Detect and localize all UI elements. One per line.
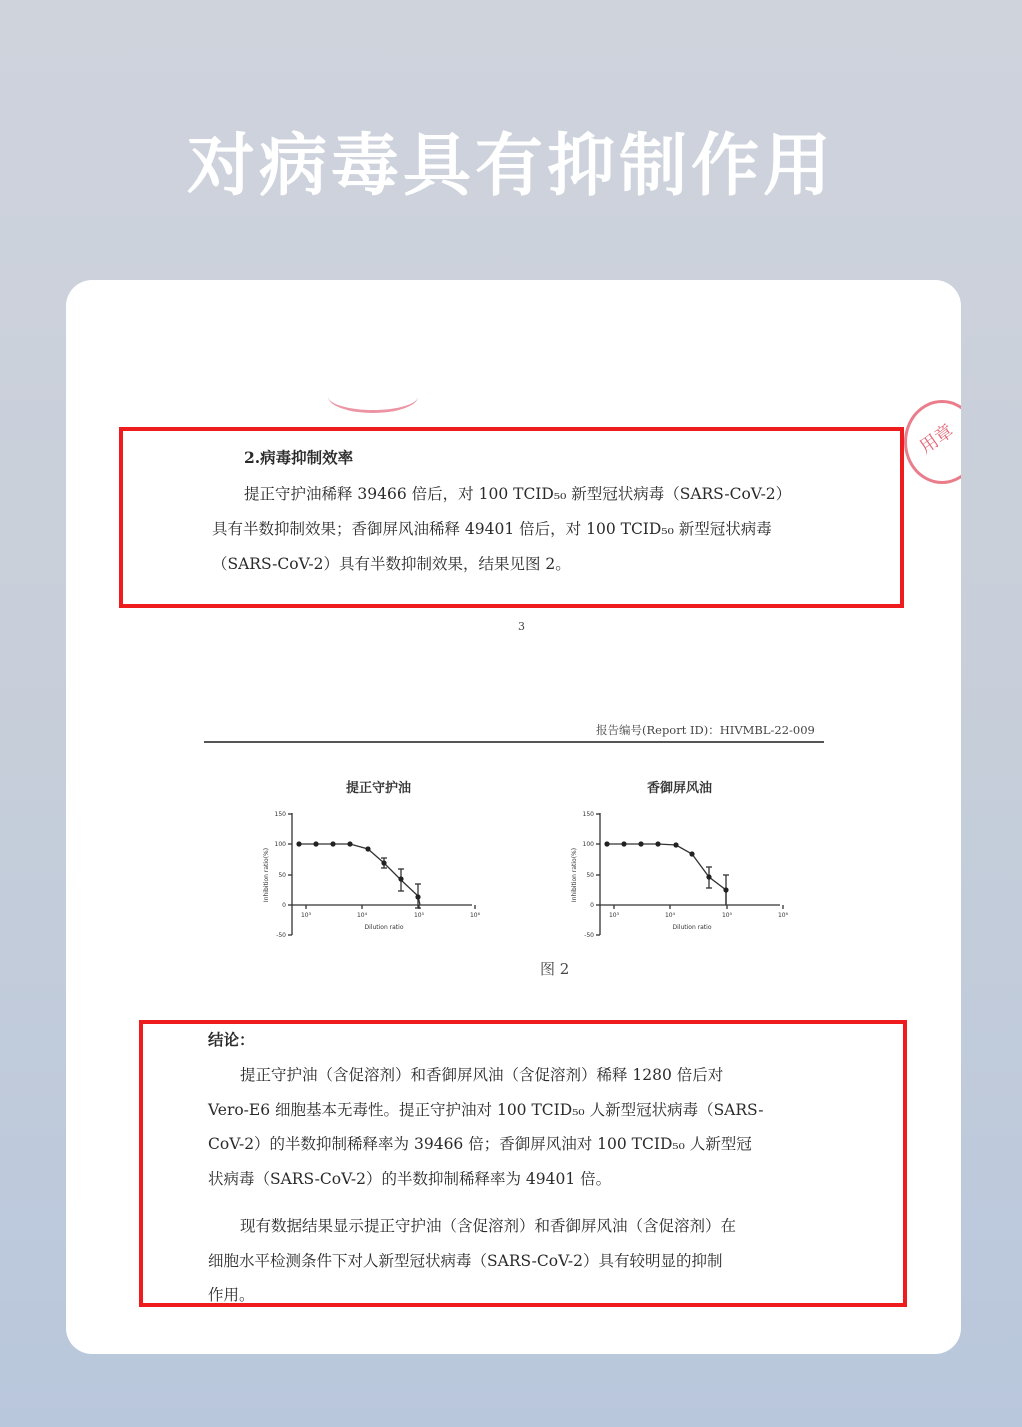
figure-caption: 图 2	[540, 960, 570, 978]
svg-text:50: 50	[586, 872, 594, 879]
svg-text:0: 0	[590, 902, 594, 909]
svg-text:150: 150	[274, 811, 286, 818]
paragraph-line: Vero-E6 细胞基本无毒性。提正守护油对 100 TCID₅₀ 人新型冠状病毒（SARS-	[208, 1101, 764, 1119]
header-divider	[204, 741, 824, 743]
svg-text:100: 100	[274, 841, 286, 848]
svg-text:10⁵: 10⁵	[413, 912, 425, 919]
paragraph-line: 作用。	[208, 1286, 255, 1304]
stamp-arc-decoration	[328, 380, 418, 413]
svg-text:10⁵: 10⁵	[721, 912, 733, 919]
svg-text:50: 50	[278, 872, 286, 879]
page-number: 3	[518, 620, 525, 633]
svg-text:10³: 10³	[608, 912, 620, 919]
svg-text:Dilution ratio: Dilution ratio	[672, 924, 712, 931]
svg-text:Dilution ratio: Dilution ratio	[364, 924, 404, 931]
paragraph-line: 提正守护油（含促溶剂）和香御屏风油（含促溶剂）稀释 1280 倍后对	[240, 1066, 724, 1084]
svg-text:-50: -50	[584, 932, 594, 939]
svg-text:10⁶: 10⁶	[777, 912, 789, 919]
chart-xiangyu-oil	[562, 805, 792, 940]
chart-tizheng-oil	[254, 805, 484, 940]
svg-text:-50: -50	[276, 932, 286, 939]
paragraph-line: 细胞水平检测条件下对人新型冠状病毒（SARS-CoV-2）具有较明显的抑制	[208, 1252, 723, 1270]
paragraph-line: CoV-2）的半数抑制稀释率为 39466 倍；香御屏风油对 100 TCID₅₀ 人新型冠	[208, 1135, 752, 1153]
paragraph-line: （SARS-CoV-2）具有半数抑制效果，结果见图 2。	[212, 555, 571, 573]
hero-title: 对病毒具有抑制作用	[186, 127, 835, 206]
conclusion-heading: 结论：	[208, 1030, 255, 1049]
chart-title-1: 提正守护油	[346, 781, 412, 796]
svg-text:10⁶: 10⁶	[469, 912, 481, 919]
svg-text:Inhibition ratio(%): Inhibition ratio(%)	[263, 847, 270, 903]
svg-text:0: 0	[282, 902, 286, 909]
svg-text:150: 150	[582, 811, 594, 818]
section-heading: 2.病毒抑制效率	[244, 448, 354, 467]
report-id: 报告编号(Report ID)：HIVMBL-22-009	[596, 723, 815, 737]
document-card	[66, 280, 961, 1354]
paragraph-line: 状病毒（SARS-CoV-2）的半数抑制稀释率为 49401 倍。	[208, 1170, 612, 1188]
svg-text:10⁴: 10⁴	[356, 912, 368, 919]
svg-text:10⁴: 10⁴	[664, 912, 676, 919]
svg-text:10³: 10³	[300, 912, 312, 919]
paragraph-line: 具有半数抑制效果；香御屏风油稀释 49401 倍后，对 100 TCID₅₀ 新型冠状病毒	[212, 520, 772, 538]
svg-text:Inhibition ratio(%): Inhibition ratio(%)	[571, 847, 578, 903]
seal-stamp-text: 用章	[916, 420, 958, 459]
svg-text:100: 100	[582, 841, 594, 848]
chart-title-2: 香御屏风油	[647, 781, 713, 796]
paragraph-line: 提正守护油稀释 39466 倍后，对 100 TCID₅₀ 新型冠状病毒（SARS-CoV-2）	[244, 485, 792, 503]
paragraph-line: 现有数据结果显示提正守护油（含促溶剂）和香御屏风油（含促溶剂）在	[240, 1217, 737, 1235]
